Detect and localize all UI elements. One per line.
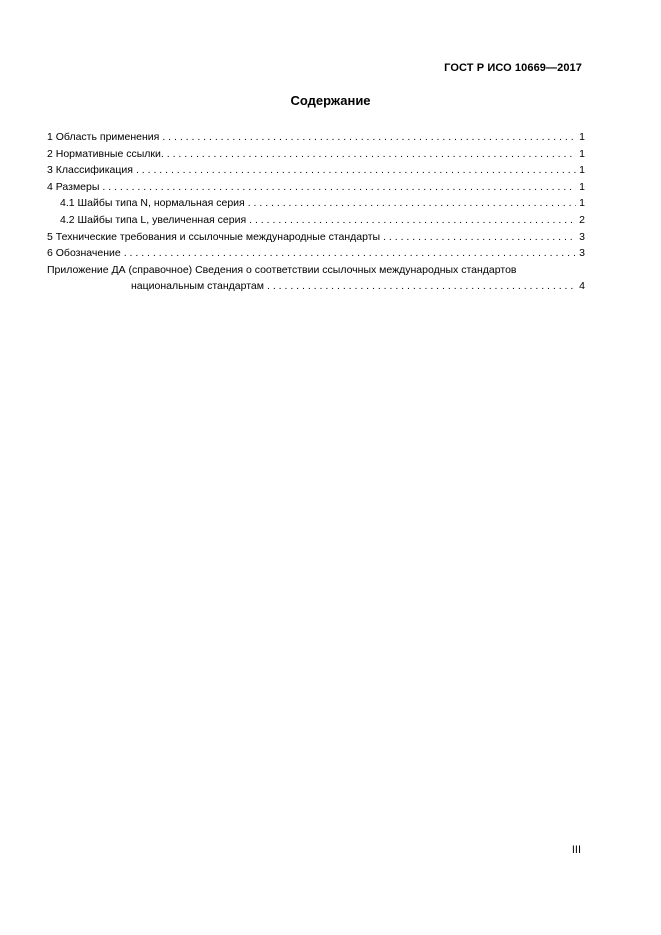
toc-entry-page: 1	[579, 131, 585, 143]
toc-subentry[interactable]	[47, 212, 585, 229]
page-number: III	[571, 844, 581, 856]
toc-entry[interactable]	[47, 245, 585, 262]
toc-entry-page: 4	[579, 280, 585, 293]
table-of-contents	[47, 129, 585, 295]
toc-entry[interactable]	[47, 162, 585, 179]
toc-entry-label: 5 Технические требования и ссылочные международные стандарты	[47, 230, 381, 243]
toc-entry-label: 3 Классификация	[47, 164, 133, 177]
toc-entry[interactable]	[47, 229, 585, 246]
toc-entry-label: 1 Область применения	[47, 131, 160, 143]
toc-leader-dots	[267, 278, 576, 295]
toc-entry-label: 4.2 Шайбы типа L, увеличенная серия	[60, 213, 247, 226]
toc-appendix-title-cont: национальным стандартам	[131, 280, 264, 293]
document-code: ГОСТ Р ИСО 10669—2017	[444, 62, 582, 74]
toc-entry-page: 1	[579, 197, 585, 210]
toc-entry[interactable]	[47, 146, 585, 163]
toc-appendix-title: Приложение ДА (справочное) Сведения о соответствии ссылочных международных стандартов	[47, 263, 517, 276]
toc-entry-label: 2 Нормативные ссылки.	[47, 147, 164, 160]
toc-leader-dots	[136, 162, 576, 179]
toc-entry-page: 1	[579, 147, 585, 160]
toc-entry-page: 2	[579, 213, 585, 226]
toc-title: Содержание	[290, 93, 371, 108]
toc-appendix-entry[interactable]	[47, 262, 585, 295]
toc-leader-dots	[167, 146, 576, 163]
toc-entry-label: 4 Размеры	[47, 180, 100, 193]
toc-leader-dots	[248, 195, 576, 212]
toc-leader-dots	[249, 212, 576, 229]
toc-appendix-continuation	[47, 278, 585, 295]
toc-leader-dots	[124, 245, 576, 262]
toc-subentry[interactable]	[47, 195, 585, 212]
toc-leader-dots	[102, 179, 576, 196]
toc-entry[interactable]	[47, 129, 585, 146]
toc-leader-dots	[162, 129, 576, 146]
toc-leader-dots	[383, 229, 576, 246]
toc-entry-page: 3	[579, 247, 585, 260]
toc-entry[interactable]	[47, 179, 585, 196]
toc-entry-label: 4.1 Шайбы типа N, нормальная серия	[60, 197, 245, 210]
toc-entry-page: 1	[579, 180, 585, 193]
toc-entry-page: 3	[579, 230, 585, 243]
toc-entry-page: 1	[579, 164, 585, 177]
toc-entry-label: 6 Обозначение	[47, 247, 121, 260]
